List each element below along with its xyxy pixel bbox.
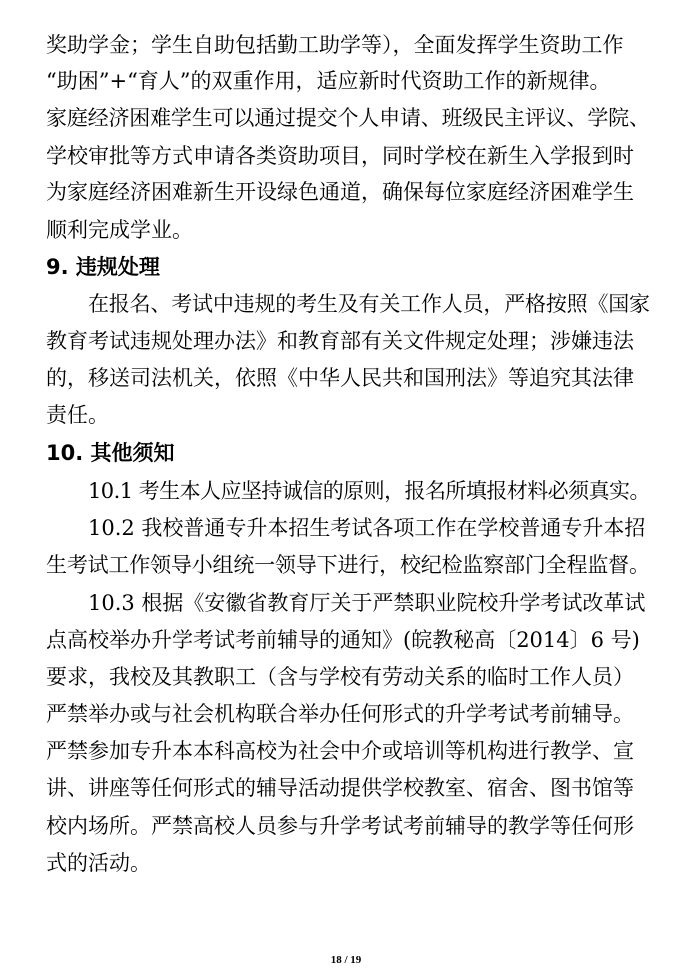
section-heading-9: 9. 违规处理 (46, 255, 160, 279)
text-line: 10.1 考生本人应坚持诚信的原则，报名所填报材料必须真实。 (88, 479, 650, 503)
section-heading-10: 10. 其他须知 (46, 441, 175, 465)
text-line: 为家庭经济困难新生开设绿色通道，确保每位家庭经济困难学生 (46, 180, 634, 204)
text-line: 式的活动。 (46, 851, 151, 875)
text-line: 10.3 根据《安徽省教育厅关于严禁职业院校升学考试改革试 (88, 591, 646, 615)
text-line: 生考试工作领导小组统一领导下进行，校纪检监察部门全程监督。 (46, 553, 650, 577)
text-line: 顺利完成学业。 (46, 218, 193, 242)
text-line: 10.2 我校普通专升本招生考试各项工作在学校普通专升本招 (88, 516, 646, 540)
text-line: 校内场所。严禁高校人员参与升学考试考前辅导的教学等任何形 (46, 814, 634, 838)
page-number: 18 / 19 (330, 954, 362, 966)
text-line: 严禁参加专升本本科高校为社会中介或培训等机构进行教学、宣 (46, 739, 634, 763)
text-line: 点高校举办升学考试考前辅导的通知》(皖教秘高〔2014〕6 号) (46, 628, 640, 652)
text-line: 严禁举办或与社会机构联合举办任何形式的升学考试考前辅导。 (46, 702, 634, 726)
text-line: 在报名、考试中违规的考生及有关工作人员，严格按照《国家 (88, 292, 650, 316)
text-line: 教育考试违规处理办法》和教育部有关文件规定处理；涉嫌违法 (46, 329, 634, 353)
text-line: 讲、讲座等任何形式的辅导活动提供学校教室、宿舍、图书馆等 (46, 776, 634, 800)
text-line: 的，移送司法机关，依照《中华人民共和国刑法》等追究其法律 (46, 366, 634, 390)
text-line: “助困”+“育人”的双重作用，适应新时代资助工作的新规律。 (46, 69, 611, 93)
text-line: 要求，我校及其教职工（含与学校有劳动关系的临时工作人员） (46, 665, 634, 689)
text-line: 责任。 (46, 403, 109, 427)
text-line: 家庭经济困难学生可以通过提交个人申请、班级民主评议、学院、 (46, 106, 650, 130)
text-line: 奖助学金；学生自助包括勤工助学等），全面发挥学生资助工作 (46, 33, 624, 57)
text-line: 学校审批等方式申请各类资助项目，同时学校在新生入学报到时 (46, 144, 634, 168)
